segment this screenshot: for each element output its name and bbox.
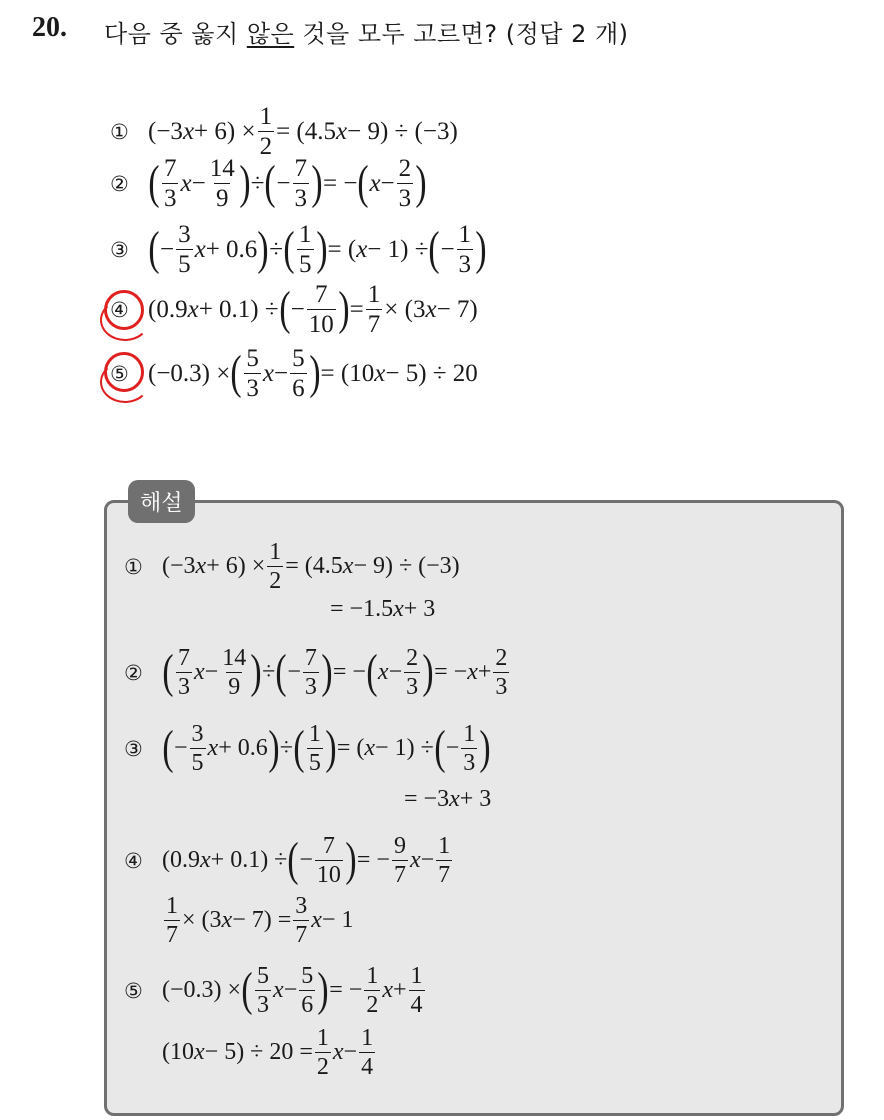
choice-4[interactable] — [110, 282, 478, 337]
explanation-marker: ① — [124, 554, 143, 579]
explanation-5: ⑤ (−0.3) × ( $\frac{5}{3}$ x − $\frac{5}{6}$ ) = − $\frac{1}{2}$ x + $\frac{1}{4}$ — [124, 963, 423, 1018]
choice-3[interactable] — [110, 222, 487, 277]
choice-2[interactable] — [110, 156, 427, 211]
explanation-marker: ⑤ — [124, 978, 143, 1003]
choice-marker: ⑤ — [110, 361, 129, 386]
explanation-3: ③ ( − $\frac{3}{5}$ x + 0.6 ) ÷ ( $\frac{1}{5}$ ) = ( x − 1) ÷ ( − $\frac{1}{3}$ ) — [124, 721, 491, 776]
choice-5[interactable] — [110, 346, 478, 401]
underlined-word: 않은 — [246, 20, 295, 48]
choice-marker: ② — [110, 171, 129, 196]
question-number: 20. — [32, 12, 67, 43]
choice-marker: ③ — [110, 237, 129, 262]
choice-marker: ④ — [110, 297, 129, 322]
explanation-2: ② ( $\frac{7}{3}$ x − $\frac{14}{9}$ ) ÷ ( − $\frac{7}{3}$ ) = − ( x − $\frac{2}{3}$ ) = − x + $\frac{2}{3}$ — [124, 645, 508, 700]
explanation-marker: ③ — [124, 736, 143, 761]
explanation-3-line2: = −3 x + 3 — [404, 786, 492, 812]
choice-equation: (0.9 x + 0.1) ÷ ( − $\frac{7}{10}$ ) = $\frac{1}{7}$ × (3 x − 7) — [148, 281, 478, 338]
choice-equation: ( − $\frac{3}{5}$ x + 0.6 ) ÷ ( $\frac{1}{5}$ ) = ( x − 1) ÷ ( − $\frac{1}{3}$ ) — [148, 221, 487, 278]
explanation-5-line2: (10 x − 5) ÷ 20 = $\frac{1}{2}$ x − $\frac{1}{4}$ — [162, 1025, 374, 1080]
choice-equation: ( $\frac{7}{3}$ x − $\frac{14}{9}$ ) ÷ ( − $\frac{7}{3}$ ) = − ( x − $\frac{2}{3}$ ) — [148, 155, 427, 212]
explanation-4-line2: $\frac{1}{7}$ × (3 x − 7) = $\frac{3}{7}$ x − 1 — [166, 893, 354, 948]
explanation-4: ④ (0.9 x + 0.1) ÷ ( − $\frac{7}{10}$ ) = − $\frac{9}{7}$ x − $\frac{1}{7}$ — [124, 833, 451, 888]
choice-equation: (−3 x + 6) × $\frac{1}{2}$ = (4.5 x − 9) ÷ (−3) — [148, 103, 458, 160]
explanation-1: ① (−3 x + 6) × $\frac{1}{2}$ = (4.5 x − 9) ÷ (−3) — [124, 539, 460, 594]
question-text: 다음 중 옳지 않은 것을 모두 고르면? (정답 2 개) — [104, 20, 629, 48]
explanation-1-line2: = −1.5 x + 3 — [330, 596, 436, 622]
choice-marker: ① — [110, 119, 129, 144]
explanation-marker: ② — [124, 660, 143, 685]
choice-equation: (−0.3) × ( $\frac{5}{3}$ x − $\frac{5}{6}$ ) = (10 x − 5) ÷ 20 — [148, 345, 478, 402]
choice-1[interactable] — [110, 104, 458, 159]
explanation-tag: 해설 — [128, 480, 195, 523]
explanation-marker: ④ — [124, 848, 143, 873]
